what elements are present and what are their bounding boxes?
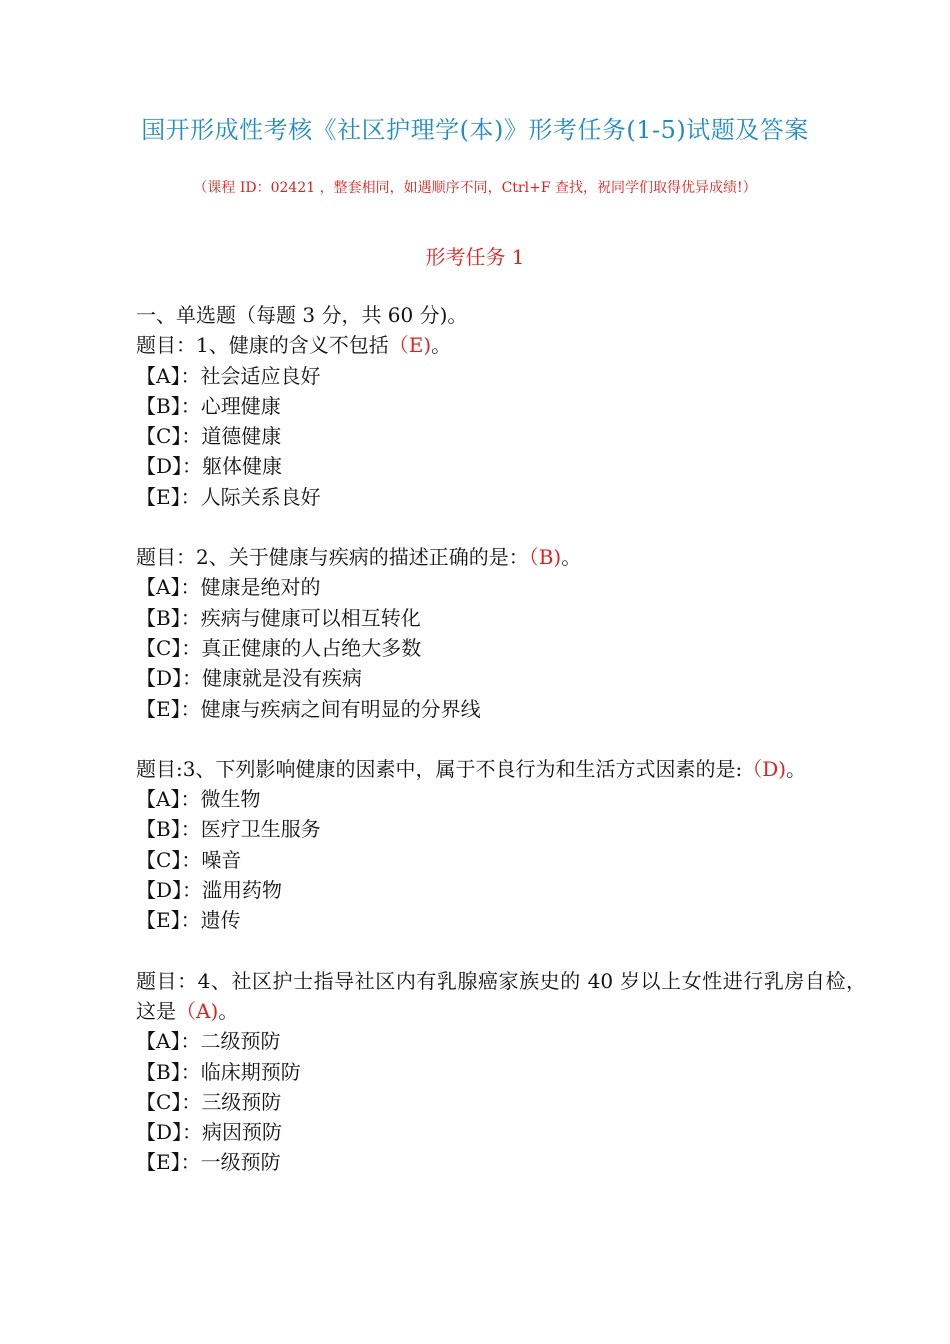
option-b	[136, 603, 866, 633]
option-text: 滥用药物	[202, 878, 283, 903]
question-stem	[136, 330, 866, 360]
option-e	[136, 694, 866, 724]
option-e	[136, 1147, 866, 1177]
task-heading: 形考任务 1	[425, 245, 525, 269]
option-label: 【E】：	[136, 908, 201, 933]
option-text: 真正健康的人占绝大多数	[201, 635, 422, 660]
option-text: 三级预防	[201, 1089, 282, 1114]
option-label: 【C】：	[136, 847, 202, 872]
option-e	[136, 482, 866, 512]
option-text: 噪音	[201, 847, 242, 872]
option-e	[136, 905, 866, 935]
option-label: 【E】：	[136, 1150, 201, 1175]
option-text: 心理健康	[200, 393, 281, 418]
option-a	[136, 1026, 866, 1056]
spacer	[136, 724, 866, 754]
option-label: 【C】：	[136, 635, 202, 660]
option-text: 遗传	[200, 908, 241, 933]
spacer	[136, 512, 866, 542]
option-label: 【D】：	[136, 666, 203, 691]
question-list	[136, 300, 866, 1178]
option-a	[136, 361, 866, 391]
stem-end: 。	[431, 333, 452, 358]
option-label: 【E】：	[136, 696, 201, 721]
option-text: 道德健康	[201, 424, 282, 449]
option-c	[136, 845, 866, 875]
question-text: 题目：4、社区护士指导社区内有乳腺癌家族史的 40 岁以上女性进行乳房自检，这是	[136, 968, 866, 1023]
option-label: 【A】：	[136, 787, 201, 812]
option-d	[136, 663, 866, 693]
document-subtitle: （课程 ID：02421 ，整套相同，如遇顺序不同，Ctrl+F 查找，祝同学们取得优异成绩!）	[193, 180, 757, 196]
option-d	[136, 451, 866, 481]
question-block	[136, 966, 866, 1178]
option-text: 健康是绝对的	[200, 575, 321, 600]
spacer	[136, 936, 866, 966]
option-text: 病因预防	[202, 1120, 283, 1145]
question-block	[136, 754, 866, 936]
option-text: 人际关系良好	[200, 484, 321, 509]
option-text: 医疗卫生服务	[200, 817, 321, 842]
option-label: 【B】：	[136, 393, 201, 418]
option-c	[136, 1087, 866, 1117]
answer-key: （D)	[742, 756, 787, 781]
question-stem	[136, 542, 866, 572]
question-block	[136, 330, 866, 512]
option-text: 社会适应良好	[200, 363, 321, 388]
option-text: 躯体健康	[202, 454, 283, 479]
option-text: 临床期预防	[200, 1059, 301, 1084]
option-text: 微生物	[200, 787, 261, 812]
option-label: 【A】：	[136, 575, 201, 600]
option-b	[136, 814, 866, 844]
question-stem	[136, 966, 866, 1027]
stem-end: 。	[786, 756, 807, 781]
answer-key: （E)	[388, 333, 432, 358]
option-text: 健康与疾病之间有明显的分界线	[200, 696, 481, 721]
question-block	[136, 542, 866, 724]
option-label: 【B】：	[136, 605, 201, 630]
option-label: 【A】：	[136, 1029, 201, 1054]
option-label: 【B】：	[136, 817, 201, 842]
option-label: 【D】：	[136, 454, 203, 479]
question-stem	[136, 754, 866, 784]
document-title: 国开形成性考核《社区护理学(本)》形考任务(1-5)试题及答案	[141, 116, 809, 144]
stem-end: 。	[561, 545, 582, 570]
option-label: 【E】：	[136, 484, 201, 509]
option-text: 一级预防	[200, 1150, 281, 1175]
option-label: 【C】：	[136, 1089, 202, 1114]
option-text: 疾病与健康可以相互转化	[200, 605, 421, 630]
option-a	[136, 572, 866, 602]
question-text: 题目：2、关于健康与疾病的描述正确的是：	[136, 545, 529, 570]
question-text: 题目:3、下列影响健康的因素中，属于不良行为和生活方式因素的是:	[136, 756, 743, 781]
option-label: 【D】：	[136, 878, 203, 903]
option-text: 健康就是没有疾病	[202, 666, 363, 691]
question-text: 题目：1、健康的含义不包括	[136, 333, 389, 358]
option-c	[136, 421, 866, 451]
stem-end: 。	[218, 998, 239, 1023]
option-d	[136, 1117, 866, 1147]
option-c	[136, 633, 866, 663]
option-label: 【D】：	[136, 1120, 203, 1145]
option-a	[136, 784, 866, 814]
option-b	[136, 1057, 866, 1087]
section-heading: 一、单选题（每题 3 分，共 60 分)。	[136, 303, 468, 327]
answer-key: （A)	[176, 998, 219, 1023]
option-label: 【A】：	[136, 363, 201, 388]
option-label: 【C】：	[136, 424, 202, 449]
option-label: 【B】：	[136, 1059, 201, 1084]
answer-key: （B)	[528, 545, 562, 570]
option-b	[136, 391, 866, 421]
option-text: 二级预防	[200, 1029, 281, 1054]
option-d	[136, 875, 866, 905]
